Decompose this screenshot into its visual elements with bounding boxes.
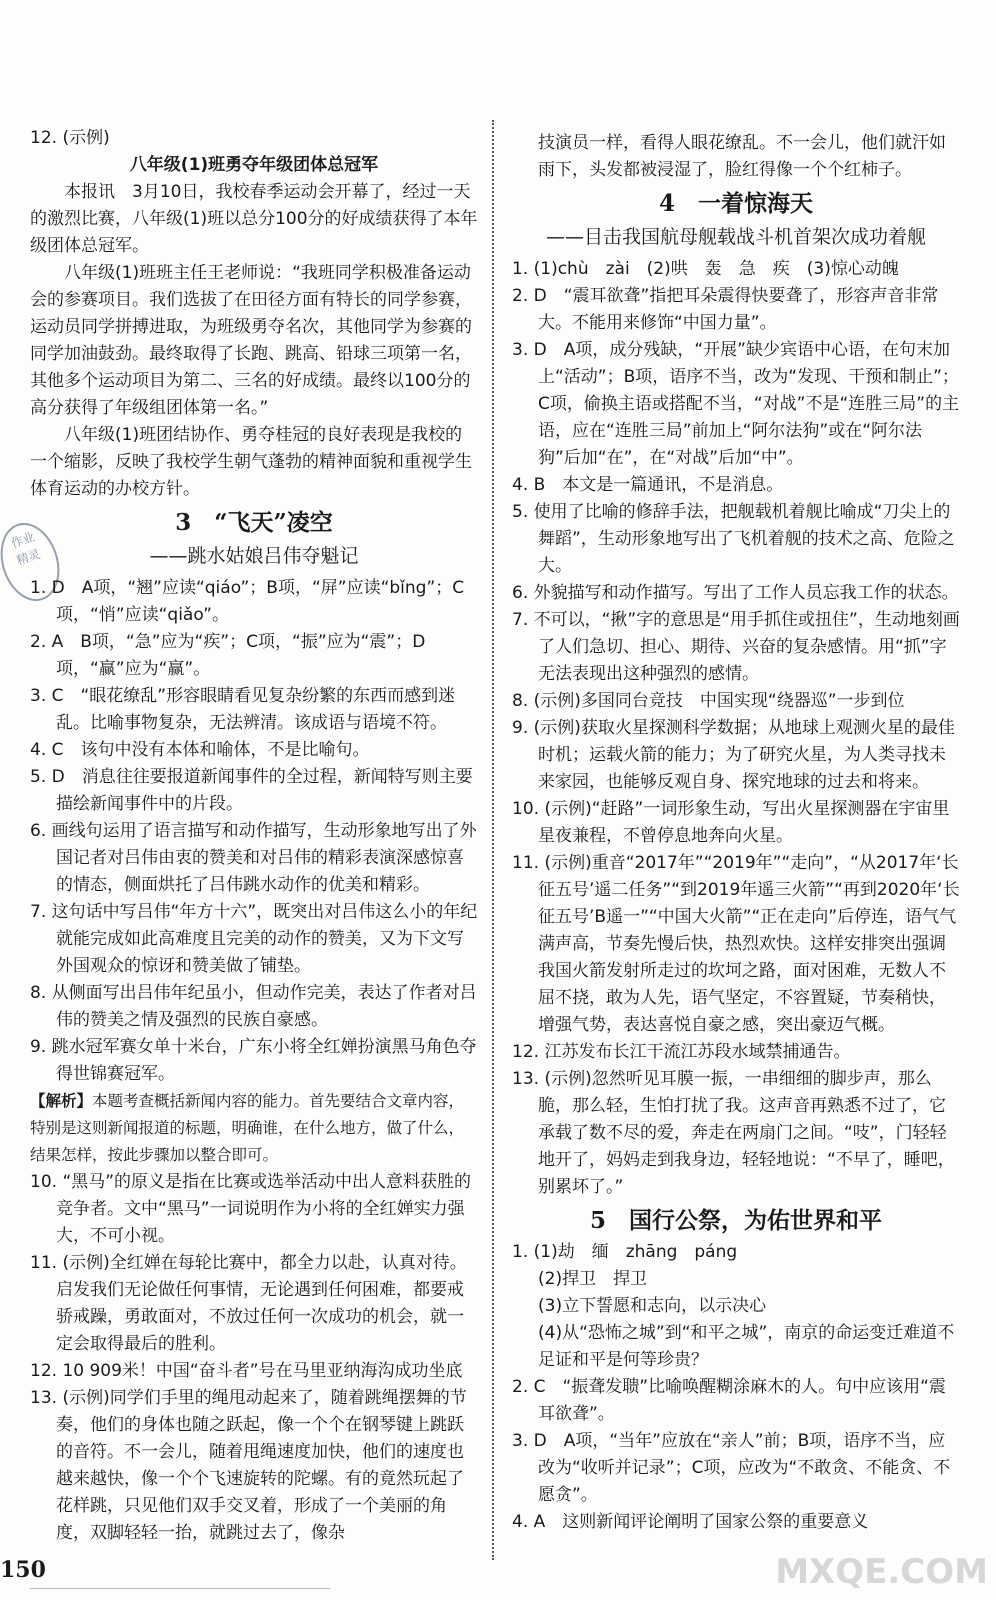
answer-item: 7. 不可以，“揪”字的意思是“用手抓住或扭住”，生动地刻画了人们急切、担心、期待、兴奋的复杂感情。用“抓”字无法表现出这种强烈的感情。 <box>512 610 960 684</box>
answer-item: 8. 从侧面写出吕伟年纪虽小，但动作完美，表达了作者对吕伟的赞美之情及强烈的民族自豪感。 <box>30 983 477 1030</box>
continued-text: 技演员一样，看得人眼花缭乱。不一会儿，他们就汗如雨下，头发都被浸湿了，脸红得像一个个红柿子。 <box>538 133 946 180</box>
answer-item: 13. (示例)忽然听见耳膜一振，一串细细的脚步声，那么脆，那么轻，生怕打扰了我。这声音再熟悉不过了，它承载了数不尽的爱，奔走在两扇门之间。“吱”，门轻轻地开了，妈妈走到我身边，轻轻地说：“不早了，睡吧，别累坏了。” <box>512 1069 955 1197</box>
answer-item: 4. B 本文是一篇通讯，不是消息。 <box>512 475 784 495</box>
answer-item: 13. (示例)同学们手里的绳甩动起来了，随着跳绳摆舞的节奏，他们的身体也随之跃起，像一个个在钢琴键上跳跃的音符。不一会儿，随着甩绳速度加快，他们的速度也越来越快，像一个个飞速旋转的陀螺。有的竟然玩起了花样跳，只见他们双手交叉着，形成了一个美丽的角度，双脚轻轻一抬，就跳过去了，像杂 <box>30 1388 467 1543</box>
article-paragraph-2: 八年级(1)班班主任王老师说：“我班同学积极准备运动会的参赛项目。我们选拔了在田径方面有特长的同学参赛，运动员同学拼搏进取，为班级勇夺名次，其他同学为参赛的同学加油鼓劲。最终取得了长跑、跳高、铅球三项第一名，其他多个运动项目为第二、三名的好成绩。最终以100分的高分获得了年级组团体第一名。” <box>30 263 472 418</box>
column-divider <box>492 120 494 1560</box>
section-5-title: 5 国行公祭，为佑世界和平 <box>589 1207 882 1234</box>
answer-item: 6. 外貌描写和动作描写。写出了工作人员忘我工作的状态。 <box>512 583 959 603</box>
answer-item: 4. A 这则新闻评论阐明了国家公祭的重要意义 <box>512 1512 869 1532</box>
answer-item: 6. 画线句运用了语言描写和动作描写，生动形象地写出了外国记者对吕伟由衷的赞美和对吕伟的精彩表演深感惊喜的情态，侧面烘托了吕伟跳水动作的优美和精彩。 <box>30 821 477 895</box>
answer-item: 1. (1)chù zài (2)哄 轰 急 疾 (3)惊心动魄 <box>512 259 899 279</box>
footer-rule <box>30 1588 330 1589</box>
answer-item: 2. A B项，“急”应为“疾”；C项，“振”应为“震”；D项，“赢”应为“赢”。 <box>30 632 426 679</box>
q12-heading: 12. (示例) <box>30 128 110 148</box>
analysis-text: 本题考查概括新闻内容的能力。首先要结合文章内容，特别是这则新闻报道的标题，明确谁，在什么地方，做了什么，结果怎样，按此步骤加以整合即可。 <box>30 1092 465 1164</box>
section-3-title: 3 “飞天”凌空 <box>175 509 333 536</box>
answer-item: 5. 使用了比喻的修辞手法，把舰载机着舰比喻成“刀尖上的舞蹈”，生动形象地写出了飞机着舰的技术之高、危险之大。 <box>512 502 955 576</box>
section-4-title: 4 一着惊海天 <box>658 190 813 217</box>
answer-item: 11. (示例)重音“2017年”“2019年”“走向”，“从2017年‘长征五号’遥二任务”“到2019年遥三火箭”“再到2020年‘长征五号’B遥一”“中国大火箭”“正在走向”后停连，语气气满声高，节奏先慢后快，热烈欢快。这样安排突出强调我国火箭发射所走过的坎坷之路，面对困难，无数人不屈不挠，敢为人先，语气坚定，不容置疑，节奏稍快，增强气势，表达喜悦自豪之感，突出豪迈气概。 <box>512 853 960 1035</box>
article-paragraph-3: 八年级(1)班团结协作、勇夺桂冠的良好表现是我校的一个缩影，反映了我校学生朝气蓬勃的精神面貌和重视学生体育运动的办校方针。 <box>30 425 472 499</box>
analysis-note <box>30 1088 478 1169</box>
answer-item: 9. 跳水冠军赛女单十米台，广东小将全红婵扮演黑马角色夺得世锦赛冠军。 <box>30 1037 477 1084</box>
answer-item: 7. 这句话中写吕伟“年方十六”，既突出对吕伟这么小的年纪就能完成如此高难度且完美的动作的赞美，又为下文写外国观众的惊讶和赞美做了铺垫。 <box>30 902 478 976</box>
answer-item: 9. (示例)获取火星探测科学数据；从地球上观测火星的最佳时机；运载火箭的能力；为了研究火星，为人类寻找未来家园，也能够反观自身、探究地球的过去和将来。 <box>512 718 955 792</box>
page-number: 150 <box>0 1557 46 1583</box>
answer-item: 11. (示例)全红婵在每轮比赛中，都全力以赴，认真对待。启发我们无论做任何事情，无论遇到任何困难，都要戒骄戒躁，勇敢面对，不放过任何一次成功的机会，就一定会取得最后的胜利。 <box>30 1253 467 1354</box>
answer-item: 1. D A项，“翘”应读“qiáo”；B项，“屏”应读“bǐng”；C项，“悄”应读“qiǎo”。 <box>30 578 465 625</box>
article-paragraph-1: 本报讯 3月10日，我校春季运动会开幕了，经过一天的激烈比赛，八年级(1)班以总分100分的好成绩获得了本年级团体总冠军。 <box>30 182 478 256</box>
answer-item: 10. “黑马”的原义是指在比赛或选举活动中出人意料获胜的竞争者。文中“黑马”一词说明作为小将的全红婵实力强大，不可小视。 <box>30 1172 472 1246</box>
answer-item: 8. (示例)多国同台竞技 中国实现“绕器巡”一步到位 <box>512 691 905 711</box>
right-column <box>512 130 960 1536</box>
section-3-subtitle: ——跳水姑娘吕伟夺魁记 <box>149 545 359 567</box>
stamp-seal: 作业 精灵 <box>0 515 69 608</box>
answer-subitem: (4)从“恐怖之城”到“和平之城”，南京的命运变迁难道不足证和平是何等珍贵？ <box>538 1323 955 1370</box>
left-column <box>30 125 478 1547</box>
article-title: 八年级(1)班勇夺年级团体总冠军 <box>129 155 379 175</box>
answer-item: 12. 10 909米！中国“奋斗者”号在马里亚纳海沟成功坐底 <box>30 1361 463 1381</box>
answer-item: 3. C “眼花缭乱”形容眼睛看见复杂纷繁的东西而感到迷乱。比喻事物复杂，无法辨清。该成语与语境不符。 <box>30 686 456 733</box>
answer-item: 5. D 消息往往要报道新闻事件的全过程，新闻特写则主要描绘新闻事件中的片段。 <box>30 767 473 814</box>
answer-item: 10. (示例)“赶路”一词形象生动，写出火星探测器在宇宙里星夜兼程，不曾停息地奔向火星。 <box>512 799 950 846</box>
watermark-logo: MXQE.COM <box>775 1552 988 1592</box>
answer-item: 3. D A项，成分残缺，“开展”缺少宾语中心语，在句末加上“活动”；B项，语序不当，改为“发现、干预和制止”；C项，偷换主语或搭配不当，“对战”不是“连胜三局”的主语，应在“连胜三局”前加上“阿尔法狗”或在“阿尔法狗”后加“在”，在“对战”后加“中”。 <box>512 340 960 468</box>
analysis-label: 【解析】 <box>30 1092 93 1110</box>
answer-subitem: (3)立下誓愿和志向，以示决心 <box>538 1296 767 1316</box>
answer-item: 3. D A项，“当年”应放在“亲人”前；B项，语序不当，应改为“收听并记录”；C项，应改为“不敢贪、不能贪、不愿贪”。 <box>512 1431 951 1505</box>
answer-item: 12. 江苏发布长江干流江苏段水域禁捕通告。 <box>512 1042 851 1062</box>
answer-subitem: (2)捍卫 捍卫 <box>538 1269 648 1289</box>
answer-item: 2. C “振聋发聩”比喻唤醒糊涂麻木的人。句中应该用“震耳欲聋”。 <box>512 1377 946 1424</box>
answer-item: 4. C 该句中没有本体和喻体，不是比喻句。 <box>30 740 370 760</box>
answer-item: 2. D “震耳欲聋”指把耳朵震得快要聋了，形容声音非常大。不能用来修饰“中国力量”。 <box>512 286 939 333</box>
section-4-subtitle: ——目击我国航母舰载战斗机首架次成功着舰 <box>545 226 926 248</box>
answer-item: 1. (1)劫 缅 zhāng páng <box>512 1242 738 1262</box>
